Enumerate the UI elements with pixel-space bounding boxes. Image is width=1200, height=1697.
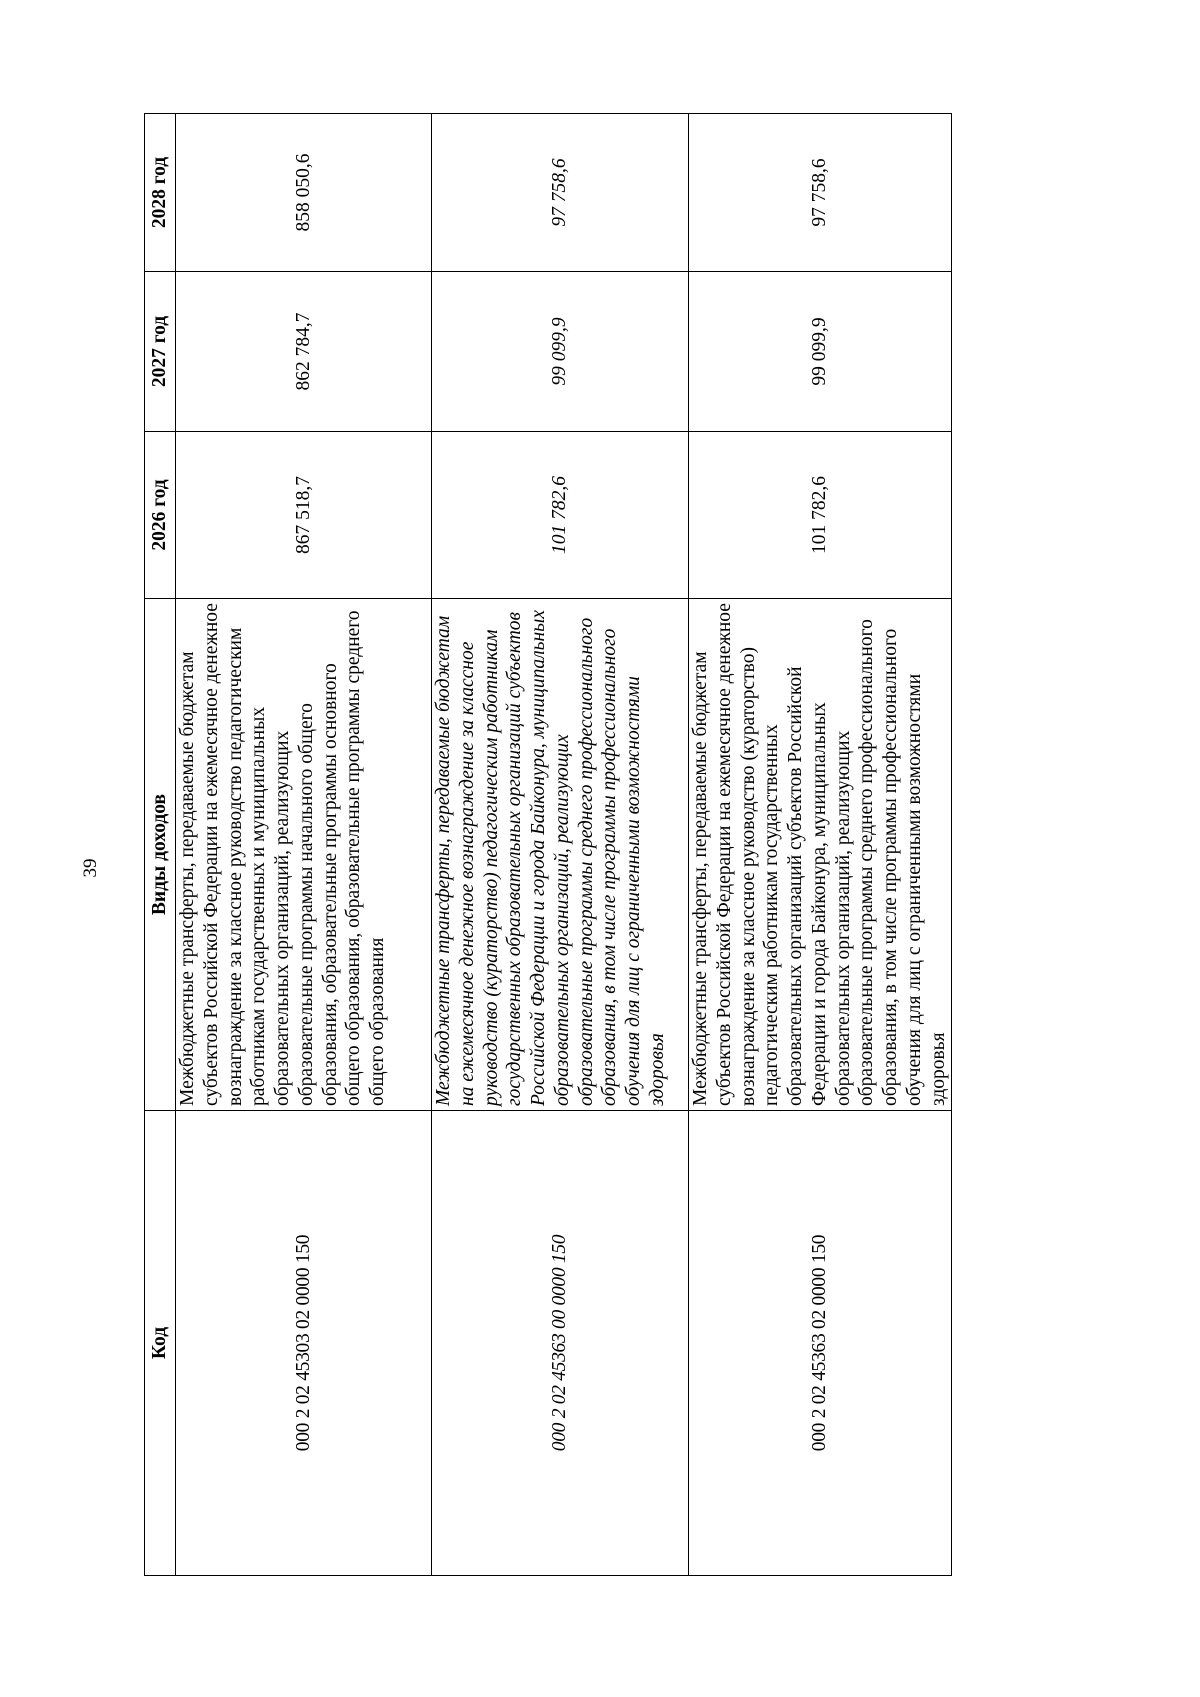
table-row — [176, 114, 432, 1576]
row-value-2027: 862 784,7 — [176, 272, 432, 432]
row-description: Межбюджетные трансферты, передаваемые бюджетам субъектов Российской Федерации на ежемесячное денежное вознаграждение за классное руководство педагогическим работникам государственных и муниципальных образовательных организаций, реализующих образовательные программы начального общего образования, образовательные программы основного общего образования, образовательные программы среднего общего образования — [176, 599, 432, 1111]
table-header-row — [145, 114, 176, 1576]
row-code: 000 2 02 45303 02 0000 150 — [176, 1111, 432, 1576]
row-value-2028: 97 758,6 — [689, 114, 952, 272]
row-code: 000 2 02 45363 00 0000 150 — [432, 1111, 689, 1576]
row-value-2028: 97 758,6 — [432, 114, 689, 272]
row-value-2026: 867 518,7 — [176, 432, 432, 599]
header-code: Код — [145, 1111, 176, 1576]
rotated-table-frame — [144, 114, 949, 1576]
row-value-2027: 99 099,9 — [689, 272, 952, 432]
page-number: 39 — [80, 858, 101, 878]
table-container — [144, 114, 949, 1576]
table-row — [432, 114, 689, 1576]
header-year-2026: 2026 год — [145, 432, 176, 599]
row-value-2028: 858 050,6 — [176, 114, 432, 272]
row-value-2026: 101 782,6 — [432, 432, 689, 599]
table-row — [689, 114, 952, 1576]
row-value-2027: 99 099,9 — [432, 272, 689, 432]
header-year-2028: 2028 год — [145, 114, 176, 272]
revenue-table — [144, 113, 952, 1576]
header-revenue-type: Виды доходов — [145, 599, 176, 1111]
row-code: 000 2 02 45363 02 0000 150 — [689, 1111, 952, 1576]
row-description: Межбюджетные трансферты, передаваемые бюджетам субъектов Российской Федерации на ежемесячное денежное вознаграждение за классное руководство (кураторство) педагогическим работникам государственных образовательных организаций субъектов Российской Федерации и города Байконура, муниципальных образовательных организаций, реализующих образовательные программы среднего профессионального образования, в том числе программы профессионального обучения для лиц с ограниченными возможностями здоровья — [689, 599, 952, 1111]
row-value-2026: 101 782,6 — [689, 432, 952, 599]
row-description: Межбюджетные трансферты, передаваемые бюджетам на ежемесячное денежное вознаграждение за классное руководство (кураторство) педагогическим работникам государственных образовательных организаций субъектов Российской Федерации и города Байконура, муниципальных образовательных организаций, реализующих образовательные программы среднего профессионального образования, в том числе программы профессионального обучения для лиц с ограниченными возможностями здоровья — [432, 599, 689, 1111]
header-year-2027: 2027 год — [145, 272, 176, 432]
